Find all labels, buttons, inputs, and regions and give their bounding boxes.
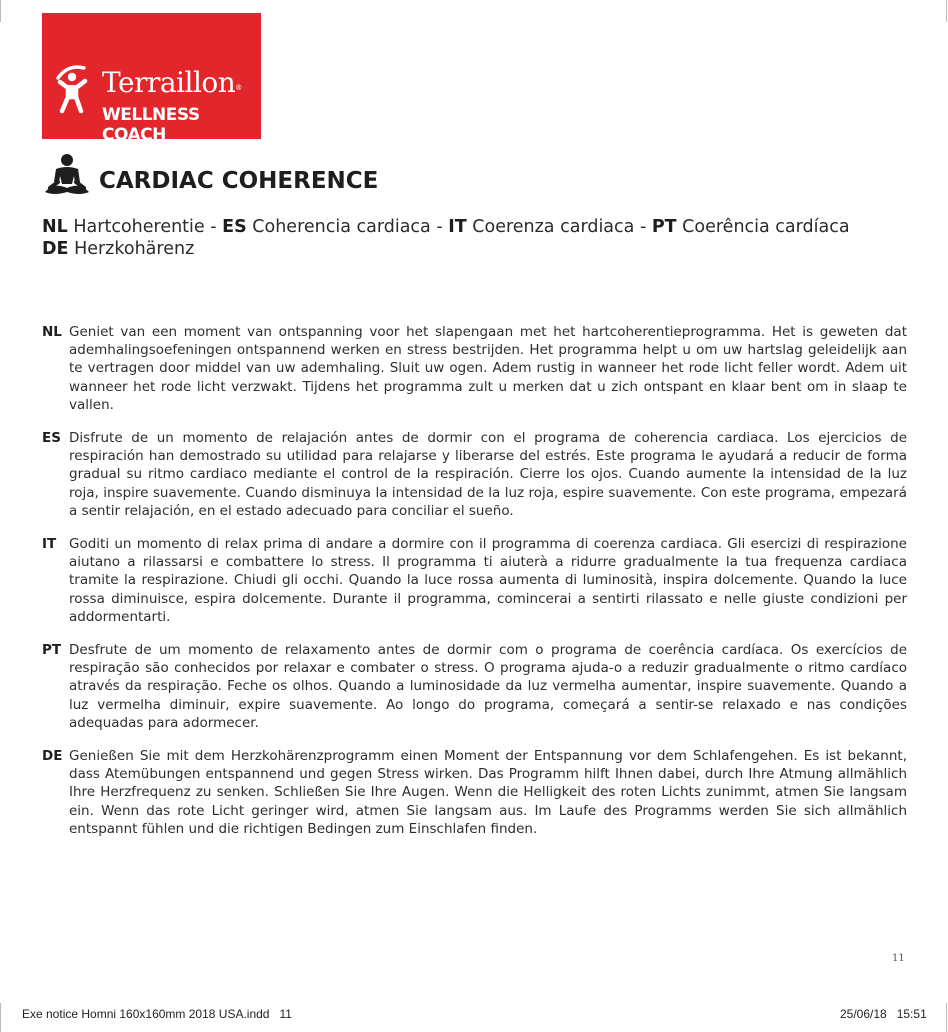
section-it xyxy=(42,535,907,626)
title-translations xyxy=(42,216,912,260)
brand-name: Terraillon® xyxy=(102,66,242,99)
section-nl xyxy=(42,323,907,414)
translation-it: Coerenza cardiaca xyxy=(472,217,635,237)
wellness-figure-icon xyxy=(54,64,90,114)
crop-mark-left xyxy=(0,1003,1,1032)
section-text: Genießen Sie mit dem Herzkohärenzprogramm einen Moment der Entspannung vor dem Schlafengehen. Es ist bekannt, dass Atemübungen entspannend und gegen Stress wirken. Das Programm hilft Ihnen dabei, durch Ihre Atmung allmählich Ihre Herzfrequenz zu senken. Schließen Sie Ihre Augen. Wenn die Helligkeit des roten Lichts zunimmt, atmen Sie langsam ein. Wenn das rote Licht geringer wird, atmen Sie langsam aus. Im Laufe des Programms werden Sie sich allmählich entspannt fühlen und die richtigen Bedingen zum Einschlafen finden. xyxy=(69,748,907,837)
section-text: Goditi un momento di relax prima di andare a dormire con il programma di coerenza cardiaca. Gli esercizi di respirazione aiutano a rilassarsi e combattere lo stress. Il programma ti aiuterà a ridurre gradualmente la tua frequenza cardiaca tramite la respirazione. Chiudi gli occhi. Quando la luce rossa aumenta di luminosità, inspira dolcemente. Quando la luce rossa diminuisce, espira dolcemente. Durante il programma, comincerai a sentirti rilassato e nelle giuste condizioni per addormentarti. xyxy=(69,536,907,625)
translation-es: Coherencia cardiaca xyxy=(252,217,431,237)
footer-date: 25/06/18 15:51 xyxy=(840,1007,927,1021)
section-code: ES xyxy=(42,430,61,447)
brand-logo xyxy=(42,13,261,145)
section-code: DE xyxy=(42,748,63,765)
section-es xyxy=(42,429,907,520)
separator: - xyxy=(204,217,223,237)
lang-code-es: ES xyxy=(222,217,247,237)
section-de xyxy=(42,747,907,838)
separator: - xyxy=(430,217,449,237)
translation-pt: Coerência cardíaca xyxy=(682,217,850,237)
section-pt xyxy=(42,641,907,732)
crop-mark-top-right xyxy=(946,0,947,22)
section-text: Desfrute de um momento de relaxamento antes de dormir com o programa de coerência cardíaca. Os exercícios de respiração são conhecidos por relaxar e combater o stress. O programa ajuda-o a reduzir gradualmente o ritmo cardíaco através da respiração. Feche os olhos. Quando a luminosidade da luz vermelha aumentar, inspire suavemente. Quando a luz vermelha diminuir, expire suavemente. Ao longo do programa, começará a sentir-se relaxado e nas condições adequadas para adormecer. xyxy=(69,642,907,731)
lang-code-it: IT xyxy=(448,217,467,237)
crop-mark-top-left xyxy=(0,0,1,22)
lang-code-pt: PT xyxy=(651,217,677,237)
footer-file-info: Exe notice Homni 160x160mm 2018 USA.indd 11 xyxy=(22,1007,292,1021)
section-code: PT xyxy=(42,642,62,659)
separator: - xyxy=(634,217,652,237)
section-text: Disfrute de un momento de relajación antes de dormir con el programa de coherencia cardiaca. Los ejercicios de respiración han demostrado su utilidad para relajarse y liberarse del estrés. Este programa le ayudará a reducir de forma gradual su ritmo cardiaco mediante el control de la respiración. Cierre los ojos. Cuando aumente la intensidad de la luz roja, inspire suavemente. Cuando disminuya la intensidad de la luz roja, espire suavemente. Con este programa, empezará a sentir relajación, en el estado adecuado para conciliar el sueño. xyxy=(69,430,907,519)
lang-code-de: DE xyxy=(42,239,69,259)
translation-nl: Hartcoherentie xyxy=(73,217,205,237)
language-sections xyxy=(42,323,907,853)
section-code: IT xyxy=(42,536,57,553)
crop-mark-right xyxy=(946,1003,947,1032)
brand-subtitle: WELLNESS COACH xyxy=(102,105,200,145)
lang-code-nl: NL xyxy=(42,217,68,237)
section-code: NL xyxy=(42,324,62,340)
page-title: CARDIAC COHERENCE xyxy=(99,168,379,194)
meditation-icon xyxy=(42,152,92,202)
section-text: Geniet van een moment van ontspanning voor het slapengaan met het hartcoherentieprogramma. Het is geweten dat ademhalingsoefeningen ontspannend werken en stress bestrijden. Het programma helpt u om uw hartslag geleidelijk aan te vertragen door middel van uw ademhaling. Sluit uw ogen. Adem rustig in wanneer het rode licht feller wordt. Adem uit wanneer het rode licht verzwakt. Tijdens het programma zult u merken dat u zich ontspant en klaar bent om in slaap te vallen. xyxy=(69,324,907,413)
translation-de: Herzkohärenz xyxy=(74,239,195,259)
page-number: 11 xyxy=(892,953,905,964)
